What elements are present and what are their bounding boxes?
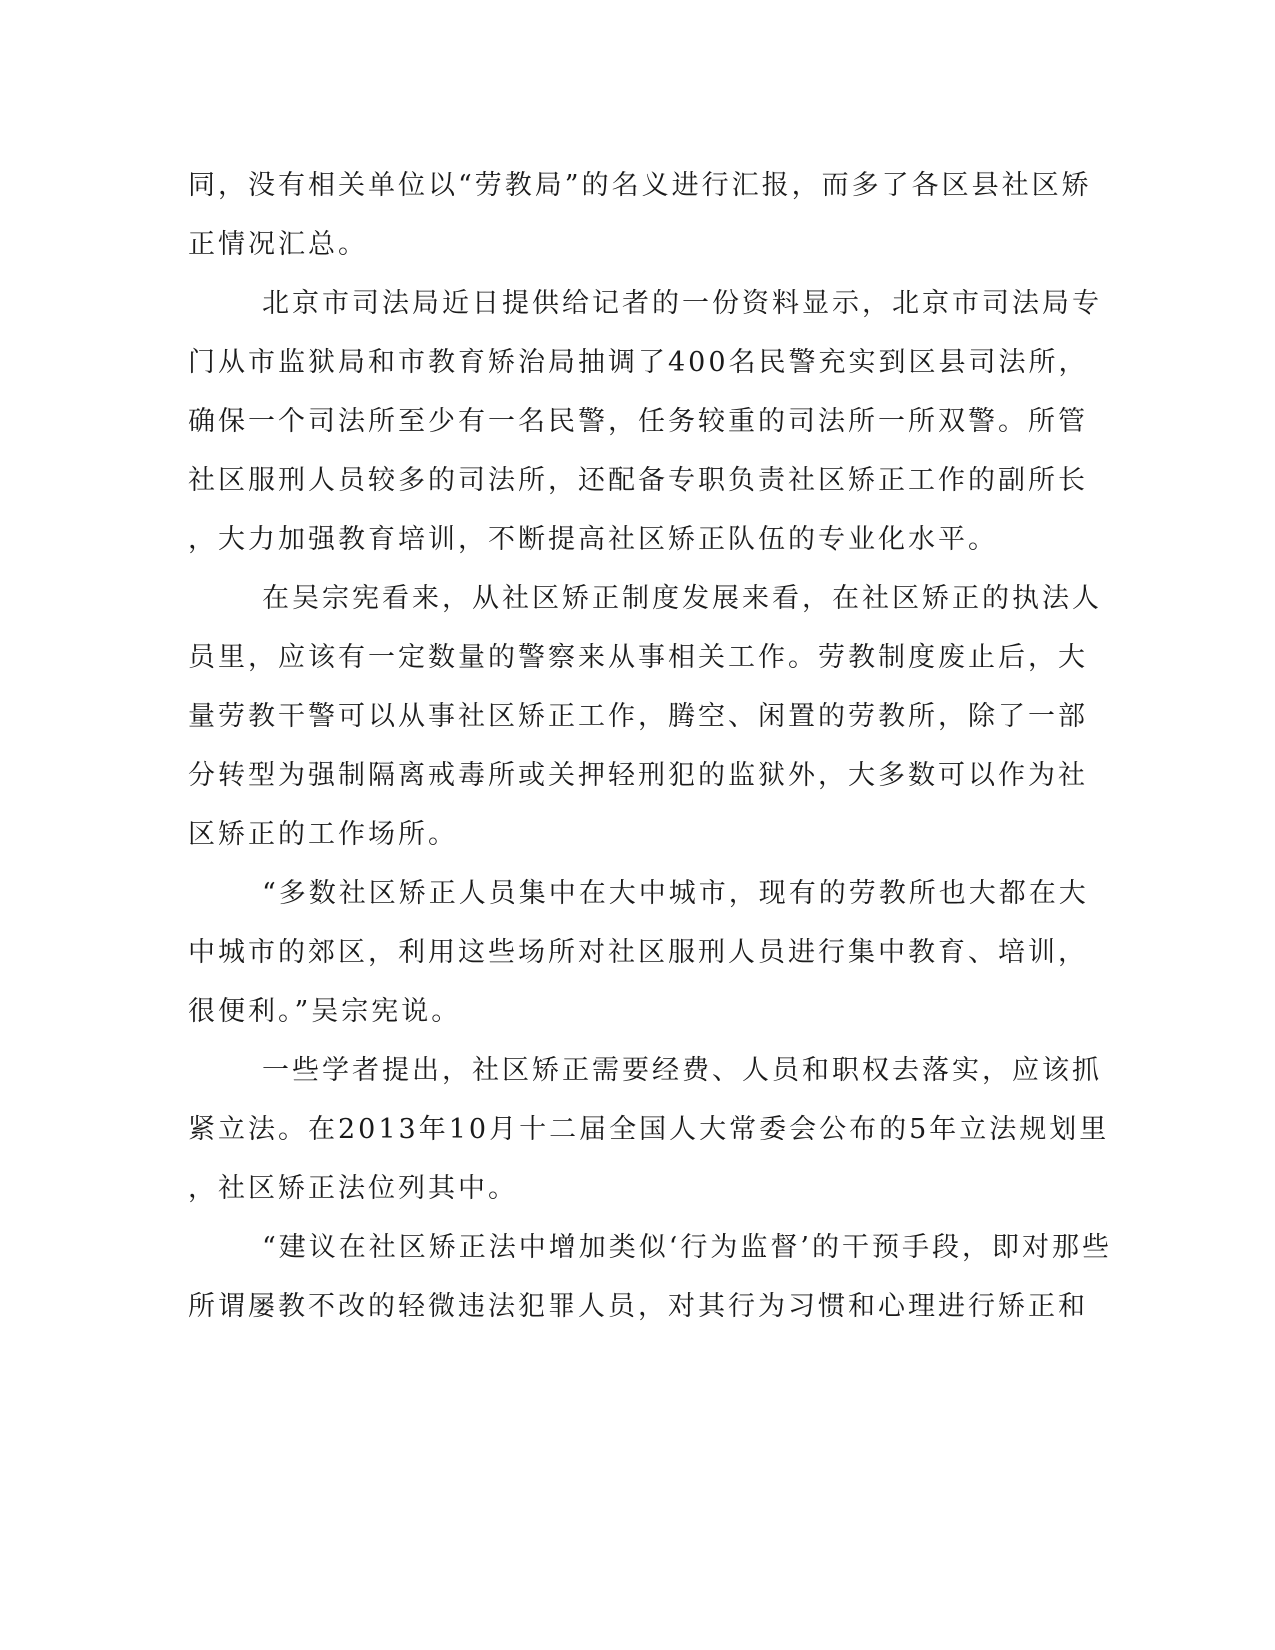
text-line: 北京市司法局近日提供给记者的一份资料显示，北京市司法局专	[262, 288, 1102, 319]
text-line: “建议在社区矫正法中增加类似‘行为监督’的干预手段，即对那些	[262, 1232, 1112, 1263]
text-line: 所谓屡教不改的轻微违法犯罪人员，对其行为习惯和心理进行矫正和	[188, 1291, 1088, 1322]
text-line: 确保一个司法所至少有一名民警，任务较重的司法所一所双警。所管	[188, 406, 1088, 437]
text-line: 员里，应该有一定数量的警察来从事相关工作。劳教制度废止后，大	[188, 642, 1088, 673]
text-line: 分转型为强制隔离戒毒所或关押轻刑犯的监狱外，大多数可以作为社	[188, 760, 1088, 791]
text-line: 很便利。”吴宗宪说。	[188, 996, 462, 1027]
text-line: 区矫正的工作场所。	[188, 819, 458, 850]
text-line: 社区服刑人员较多的司法所，还配备专职负责社区矫正工作的副所长	[188, 465, 1088, 496]
text-line: 门从市监狱局和市教育矫治局抽调了400名民警充实到区县司法所，	[188, 347, 1089, 378]
text-line: 量劳教干警可以从事社区矫正工作，腾空、闲置的劳教所，除了一部	[188, 701, 1088, 732]
text-line: 一些学者提出，社区矫正需要经费、人员和职权去落实，应该抓	[262, 1055, 1102, 1086]
text-line: 紧立法。在2013年10月十二届全国人大常委会公布的5年立法规划里	[188, 1114, 1110, 1145]
text-line: 正情况汇总。	[188, 229, 368, 260]
text-line: ，社区矫正法位列其中。	[188, 1173, 518, 1204]
text-line: 同，没有相关单位以“劳教局”的名义进行汇报，而多了各区县社区矫	[188, 170, 1092, 201]
text-line: “多数社区矫正人员集中在大中城市，现有的劳教所也大都在大	[262, 878, 1089, 909]
body-text	[188, 156, 1112, 1336]
text-line: 在吴宗宪看来，从社区矫正制度发展来看，在社区矫正的执法人	[262, 583, 1102, 614]
text-line: ，大力加强教育培训，不断提高社区矫正队伍的专业化水平。	[188, 524, 998, 555]
text-line: 中城市的郊区，利用这些场所对社区服刑人员进行集中教育、培训，	[188, 937, 1088, 968]
